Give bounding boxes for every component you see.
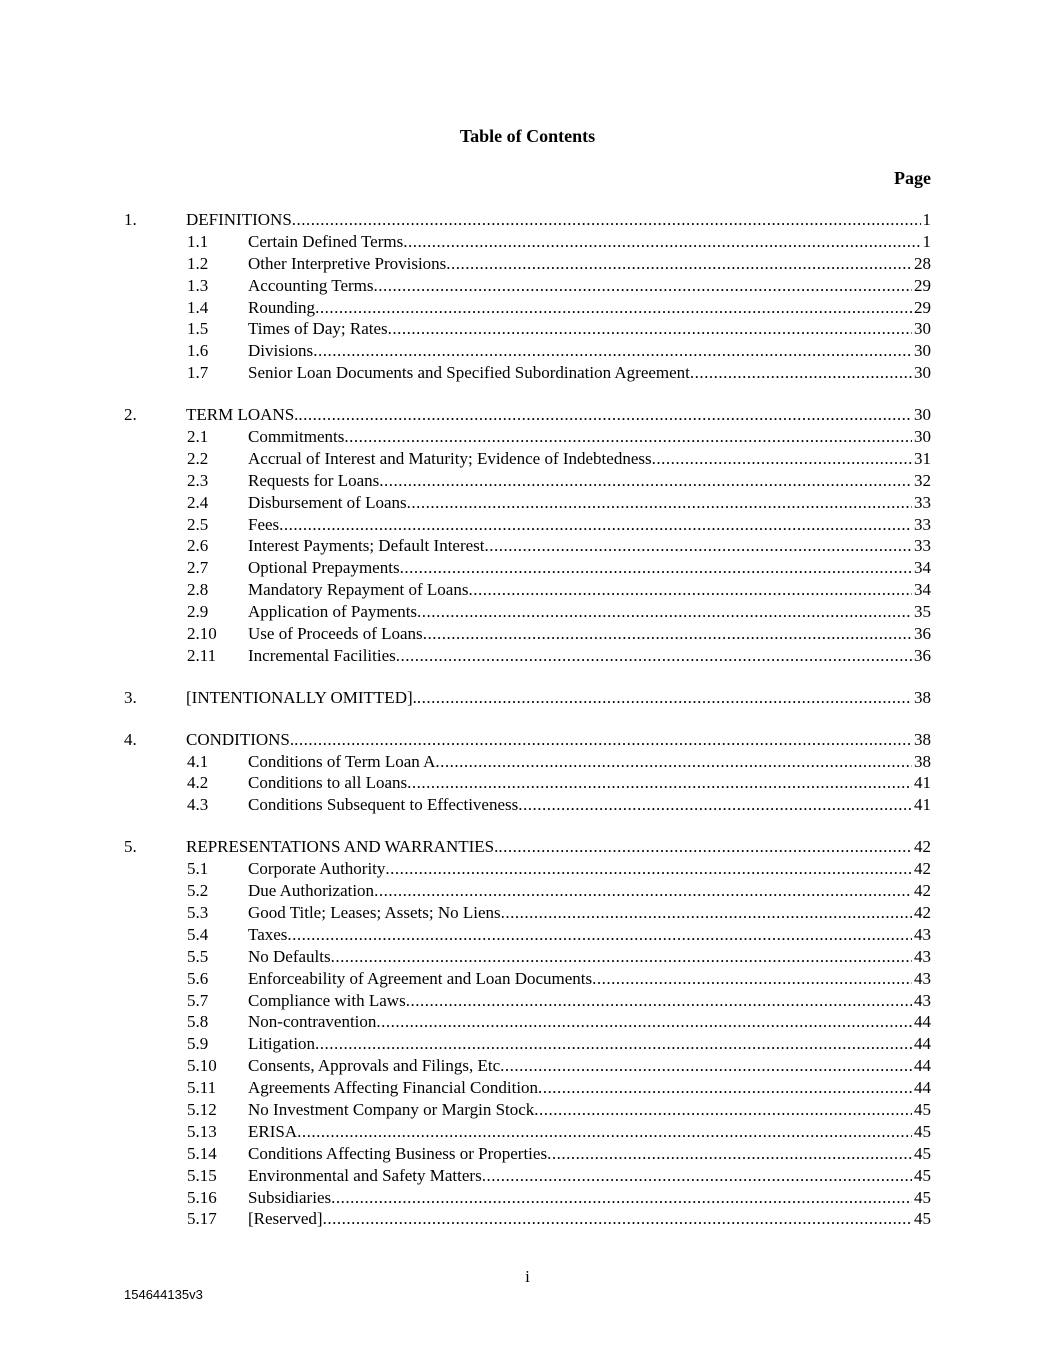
entry-number: 5.7	[187, 990, 209, 1010]
entry-number: 5.6	[187, 968, 209, 988]
entry-title: Subsidiaries	[248, 1187, 332, 1207]
dot-leader	[652, 448, 912, 470]
entry-leader	[248, 645, 931, 667]
entry-title: Accounting Terms	[248, 275, 374, 295]
toc-entry	[0, 1121, 1055, 1143]
footer-page-number: i	[525, 1267, 530, 1286]
entry-title: Corporate Authority	[248, 859, 386, 879]
dot-leader	[423, 623, 912, 645]
entry-number: 1.2	[187, 253, 209, 273]
entry-title: Senior Loan Documents and Specified Subordination Agreement	[248, 363, 690, 383]
entry-number: 5.2	[187, 881, 209, 901]
entry-number: 1.4	[187, 297, 209, 317]
entry-title: Disbursement of Loans	[248, 492, 407, 512]
section-title: DEFINITIONS	[186, 210, 292, 229]
section-page-number: 42	[914, 837, 931, 857]
entry-page-number: 33	[914, 536, 931, 556]
dot-leader	[315, 297, 912, 319]
entry-leader	[248, 858, 931, 880]
entry-number: 2.6	[187, 536, 209, 556]
entry-number: 4.1	[187, 751, 209, 771]
entry-number: 5.16	[187, 1187, 217, 1207]
page-column-label: Page	[894, 168, 931, 188]
entry-number: 2.9	[187, 602, 209, 622]
entry-leader	[248, 426, 931, 448]
entry-page-number: 45	[914, 1165, 931, 1185]
entry-title: Taxes	[248, 924, 288, 944]
dot-leader	[298, 404, 912, 426]
entry-page-number: 35	[914, 602, 931, 622]
entry-number: 1.7	[187, 363, 209, 383]
toc-entry	[0, 514, 1055, 536]
toc-entry	[0, 470, 1055, 492]
entry-leader	[248, 1121, 931, 1143]
toc-entry	[0, 426, 1055, 448]
entry-page-number: 45	[914, 1099, 931, 1119]
entry-number: 2.4	[187, 492, 209, 512]
dot-leader	[403, 231, 920, 253]
toc-entry	[0, 253, 1055, 275]
section-page-number: 1	[922, 210, 931, 229]
entry-title: Rounding	[248, 297, 316, 317]
dot-leader	[400, 557, 912, 579]
entry-leader	[248, 1143, 931, 1165]
entry-title: ERISA	[248, 1121, 298, 1141]
entry-page-number: 29	[914, 275, 931, 295]
footer-document-id: 154644135v3	[124, 1287, 203, 1302]
entry-title: Conditions to all Loans	[248, 773, 408, 793]
section-page-number: 38	[914, 729, 931, 749]
toc-entry	[0, 946, 1055, 968]
toc-section-heading	[0, 209, 1055, 231]
dot-leader	[501, 902, 912, 924]
dot-leader	[500, 1055, 912, 1077]
entry-leader	[248, 601, 931, 623]
toc-entry	[0, 772, 1055, 794]
table-of-contents	[0, 209, 1055, 1250]
entry-number: 5.10	[187, 1056, 217, 1076]
dot-leader	[294, 729, 912, 751]
entry-leader	[248, 902, 931, 924]
dot-leader	[385, 858, 912, 880]
toc-entry	[0, 1143, 1055, 1165]
entry-page-number: 29	[914, 297, 931, 317]
entry-number: 5.12	[187, 1099, 217, 1119]
entry-page-number: 44	[914, 1034, 931, 1054]
entry-leader	[248, 1033, 931, 1055]
entry-page-number: 41	[914, 795, 931, 815]
entry-leader	[248, 924, 931, 946]
dot-leader	[446, 253, 912, 275]
entry-page-number: 34	[914, 558, 931, 578]
dot-leader	[417, 601, 912, 623]
entry-title: Consents, Approvals and Filings, Etc	[248, 1056, 501, 1076]
entry-number: 2.11	[187, 645, 217, 665]
toc-entry	[0, 1055, 1055, 1077]
dot-leader	[376, 1011, 912, 1033]
toc-entry	[0, 579, 1055, 601]
entry-number: 2.2	[187, 448, 209, 468]
entry-title: Application of Payments	[248, 602, 418, 622]
entry-leader	[248, 340, 931, 362]
entry-number: 4.2	[187, 773, 209, 793]
entry-page-number: 45	[914, 1143, 931, 1163]
dot-leader	[468, 579, 912, 601]
entry-number: 5.9	[187, 1034, 209, 1054]
entry-leader	[248, 492, 931, 514]
entry-page-number: 42	[914, 859, 931, 879]
entry-page-number: 31	[914, 448, 931, 468]
entry-title: Optional Prepayments	[248, 558, 400, 578]
entry-number: 5.11	[187, 1078, 217, 1098]
dot-leader	[313, 340, 912, 362]
entry-leader	[248, 362, 931, 384]
entry-leader	[248, 557, 931, 579]
entry-title: Use of Proceeds of Loans	[248, 624, 423, 644]
entry-page-number: 45	[914, 1209, 931, 1229]
entry-leader	[248, 623, 931, 645]
entry-number: 2.5	[187, 514, 209, 534]
entry-leader	[248, 772, 931, 794]
entry-leader	[248, 470, 931, 492]
dot-leader	[417, 687, 912, 709]
section-title: TERM LOANS.	[186, 405, 299, 425]
toc-title: Table of Contents	[459, 126, 596, 146]
entry-leader	[248, 579, 931, 601]
entry-page-number: 32	[914, 470, 931, 490]
entry-leader	[248, 990, 931, 1012]
toc-section-heading	[0, 687, 1055, 709]
toc-entry	[0, 751, 1055, 773]
entry-title: Litigation	[248, 1034, 316, 1054]
entry-page-number: 43	[914, 990, 931, 1010]
section-leader	[186, 687, 931, 709]
entry-title: Enforceability of Agreement and Loan Documents	[248, 968, 593, 988]
toc-entry	[0, 231, 1055, 253]
entry-page-number: 36	[914, 645, 931, 665]
dot-leader	[534, 1099, 912, 1121]
dot-leader	[690, 362, 912, 384]
toc-entry	[0, 623, 1055, 645]
toc-entry	[0, 968, 1055, 990]
entry-number: 5.5	[187, 946, 209, 966]
toc-entry	[0, 1099, 1055, 1121]
entry-leader	[248, 1208, 931, 1230]
entry-page-number: 30	[914, 341, 931, 361]
entry-page-number: 44	[914, 1056, 931, 1076]
entry-page-number: 45	[914, 1121, 931, 1141]
entry-number: 2.7	[187, 558, 209, 578]
entry-leader	[248, 794, 931, 816]
entry-title: Environmental and Safety Matters	[248, 1165, 482, 1185]
dot-leader	[279, 514, 912, 536]
entry-page-number: 44	[914, 1078, 931, 1098]
dot-leader	[518, 794, 912, 816]
entry-page-number: 42	[914, 881, 931, 901]
entry-leader	[248, 968, 931, 990]
toc-entry	[0, 1011, 1055, 1033]
toc-entry	[0, 448, 1055, 470]
toc-entry	[0, 990, 1055, 1012]
section-number: 2.	[124, 405, 137, 425]
entry-page-number: 33	[914, 514, 931, 534]
entry-number: 5.15	[187, 1165, 217, 1185]
entry-title: Conditions Affecting Business or Properties	[248, 1143, 548, 1163]
entry-title: Compliance with Laws	[248, 990, 406, 1010]
entry-title: Non-contravention	[248, 1012, 377, 1032]
toc-entry	[0, 362, 1055, 384]
entry-page-number: 33	[914, 492, 931, 512]
entry-leader	[248, 231, 931, 253]
section-number: 1.	[124, 210, 137, 229]
entry-page-number: 1	[922, 231, 931, 251]
toc-entry	[0, 492, 1055, 514]
entry-page-number: 45	[914, 1187, 931, 1207]
entry-title: Times of Day; Rates	[248, 319, 388, 339]
entry-page-number: 36	[914, 624, 931, 644]
section-number: 5.	[124, 837, 137, 857]
entry-title: Agreements Affecting Financial Condition	[248, 1078, 539, 1098]
dot-leader	[547, 1143, 912, 1165]
toc-section-heading	[0, 836, 1055, 858]
toc-entry	[0, 794, 1055, 816]
dot-leader	[407, 772, 912, 794]
entry-title: Divisions	[248, 341, 314, 361]
entry-title: Other Interpretive Provisions	[248, 253, 447, 273]
toc-entry	[0, 858, 1055, 880]
toc-entry	[0, 645, 1055, 667]
entry-page-number: 44	[914, 1012, 931, 1032]
entry-title: Certain Defined Terms	[248, 231, 404, 251]
entry-page-number: 30	[914, 319, 931, 339]
toc-entry	[0, 601, 1055, 623]
entry-number: 5.13	[187, 1121, 217, 1141]
toc-entry	[0, 1187, 1055, 1209]
dot-leader	[374, 275, 913, 297]
entry-title: Due Authorization	[248, 881, 375, 901]
entry-leader	[248, 253, 931, 275]
dot-leader	[297, 1121, 912, 1143]
entry-leader	[248, 318, 931, 340]
entry-number: 2.1	[187, 427, 209, 447]
dot-leader	[315, 1033, 912, 1055]
toc-section	[0, 209, 1055, 384]
section-number: 4.	[124, 729, 137, 749]
entry-title: No Defaults	[248, 946, 331, 966]
dot-leader	[396, 645, 912, 667]
toc-section-heading	[0, 729, 1055, 751]
dot-leader	[485, 535, 912, 557]
entry-leader	[248, 1187, 931, 1209]
section-page-number: 30	[914, 405, 931, 425]
toc-entry	[0, 297, 1055, 319]
toc-entry	[0, 924, 1055, 946]
dot-leader	[331, 946, 912, 968]
dot-leader	[344, 426, 912, 448]
section-number: 3.	[124, 687, 137, 707]
toc-section	[0, 687, 1055, 709]
entry-leader	[248, 1011, 931, 1033]
entry-title: Incremental Facilities	[248, 645, 396, 665]
section-page-number: 38	[914, 687, 931, 707]
entry-leader	[248, 1165, 931, 1187]
entry-number: 2.8	[187, 580, 209, 600]
toc-entry	[0, 535, 1055, 557]
entry-page-number: 30	[914, 363, 931, 383]
entry-number: 5.1	[187, 859, 209, 879]
entry-page-number: 30	[914, 427, 931, 447]
entry-page-number: 34	[914, 580, 931, 600]
entry-number: 2.3	[187, 470, 209, 490]
dot-leader	[287, 924, 912, 946]
toc-entry	[0, 1077, 1055, 1099]
entry-page-number: 43	[914, 946, 931, 966]
entry-number: 1.3	[187, 275, 209, 295]
entry-leader	[248, 297, 931, 319]
dot-leader	[292, 209, 921, 231]
dot-leader	[498, 836, 912, 858]
entry-number: 5.8	[187, 1012, 209, 1032]
toc-entry	[0, 318, 1055, 340]
section-title: CONDITIONS.	[186, 729, 295, 749]
toc-section-heading	[0, 404, 1055, 426]
dot-leader	[482, 1165, 912, 1187]
toc-section	[0, 404, 1055, 667]
dot-leader	[435, 751, 912, 773]
dot-leader	[388, 318, 912, 340]
entry-leader	[248, 448, 931, 470]
entry-leader	[248, 946, 931, 968]
section-title: REPRESENTATIONS AND WARRANTIES.	[186, 837, 499, 857]
entry-page-number: 42	[914, 902, 931, 922]
entry-title: Commitments	[248, 427, 345, 447]
toc-entry	[0, 1165, 1055, 1187]
entry-title: Good Title; Leases; Assets; No Liens	[248, 902, 501, 922]
dot-leader	[538, 1077, 912, 1099]
entry-leader	[248, 1055, 931, 1077]
entry-leader	[248, 880, 931, 902]
dot-leader	[592, 968, 912, 990]
entry-title: Mandatory Repayment of Loans	[248, 580, 469, 600]
entry-number: 5.4	[187, 924, 209, 944]
entry-number: 5.3	[187, 902, 209, 922]
entry-page-number: 28	[914, 253, 931, 273]
toc-section	[0, 836, 1055, 1230]
dot-leader	[406, 990, 912, 1012]
entry-page-number: 41	[914, 773, 931, 793]
entry-number: 1.1	[187, 231, 209, 251]
entry-title: No Investment Company or Margin Stock	[248, 1099, 535, 1119]
section-leader	[186, 729, 931, 751]
entry-leader	[248, 535, 931, 557]
entry-page-number: 43	[914, 968, 931, 988]
dot-leader	[407, 492, 912, 514]
entry-title: Conditions of Term Loan A	[248, 751, 436, 771]
section-title: [INTENTIONALLY OMITTED].	[186, 687, 417, 707]
toc-entry	[0, 880, 1055, 902]
entry-number: 4.3	[187, 795, 209, 815]
entry-leader	[248, 514, 931, 536]
entry-number: 5.14	[187, 1143, 217, 1163]
entry-number: 1.5	[187, 319, 209, 339]
toc-entry	[0, 340, 1055, 362]
toc-entry	[0, 1208, 1055, 1230]
entry-title: Conditions Subsequent to Effectiveness	[248, 795, 519, 815]
entry-leader	[248, 275, 931, 297]
dot-leader	[323, 1208, 912, 1230]
entry-title: Requests for Loans	[248, 470, 380, 490]
section-leader	[186, 404, 931, 426]
entry-leader	[248, 1099, 931, 1121]
toc-entry	[0, 275, 1055, 297]
section-leader	[186, 209, 931, 231]
entry-title: [Reserved]	[248, 1209, 323, 1229]
entry-number: 2.10	[187, 624, 217, 644]
toc-entry	[0, 1033, 1055, 1055]
entry-number: 1.6	[187, 341, 209, 361]
dot-leader	[379, 470, 912, 492]
entry-page-number: 43	[914, 924, 931, 944]
section-leader	[186, 836, 931, 858]
entry-title: Interest Payments; Default Interest	[248, 536, 485, 556]
entry-title: Fees	[248, 514, 280, 534]
dot-leader	[331, 1187, 912, 1209]
entry-number: 5.17	[187, 1209, 217, 1229]
entry-page-number: 38	[914, 751, 931, 771]
dot-leader	[374, 880, 912, 902]
toc-section	[0, 729, 1055, 817]
toc-entry	[0, 557, 1055, 579]
entry-leader	[248, 751, 931, 773]
entry-title: Accrual of Interest and Maturity; Evidence of Indebtedness	[248, 448, 652, 468]
entry-leader	[248, 1077, 931, 1099]
toc-entry	[0, 902, 1055, 924]
